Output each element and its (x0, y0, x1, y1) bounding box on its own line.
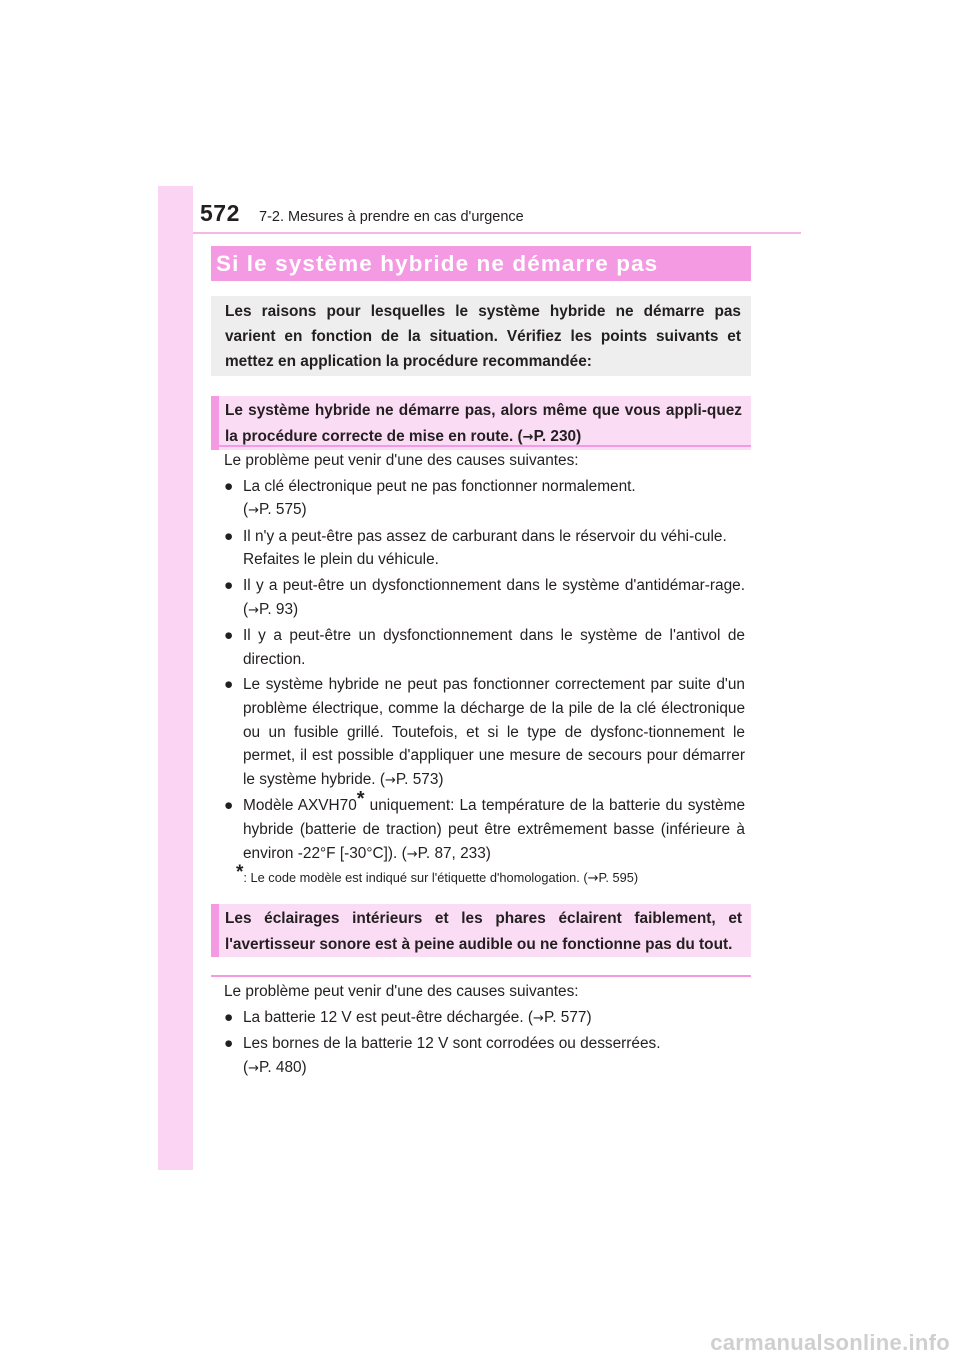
chapter-title: 7-2. Mesures à prendre en cas d'urgence (259, 209, 524, 225)
part1-lead: Le problème peut venir d'une des causes suivantes: (224, 452, 579, 469)
list-item-text: Il y a peut-être un dysfonctionnement dans le système d'antidémar-rage. (→P. 93) (243, 576, 745, 618)
subheading-1-ref: P. 230) (533, 427, 582, 445)
list-item (224, 624, 745, 671)
subheading-1 (211, 396, 751, 450)
part1-body (224, 449, 745, 866)
arrow-icon: → (248, 1060, 260, 1076)
list-item-extra: Refaites le plein du véhicule. (243, 551, 439, 569)
list-item-text: Les bornes de la batterie 12 V sont corrodées ou desserrées. (243, 1035, 661, 1053)
subheading-2-rule (211, 975, 751, 977)
list-item (224, 788, 746, 866)
footnote: *: Le code modèle est indiqué sur l'étiquette d'homologation. (→P. 595) (236, 862, 639, 886)
arrow-icon: → (533, 1010, 544, 1026)
bullet-icon: ● (224, 477, 234, 495)
list-item (224, 475, 745, 523)
list-item (224, 1032, 745, 1080)
bullet-icon: ● (224, 797, 234, 815)
subheading-2: Les éclairages intérieurs et les phares éclairent faiblement, et l'avertisseur sonore est à peine audible ou ne fonctionne pas du tout. (211, 904, 751, 957)
arrow-icon: → (406, 846, 418, 862)
page-number: 572 (200, 200, 240, 226)
bullet-icon: ● (224, 676, 234, 694)
watermark-link[interactable]: carmanualsonline.info (710, 1330, 950, 1355)
list-item-text: Modèle AXVH70* uniquement: La température de la batterie du système hybride (batterie de traction) peut être extrêmement basse (inférieure à environ -22°F [-30°C]). (→P. 87, 233) (243, 788, 746, 862)
page-reference: (→P. 480) (243, 1058, 307, 1076)
list-item (224, 574, 745, 622)
list-item-text: Il y a peut-être un dysfonctionnement dans le système de l'antivol de direction. (243, 627, 745, 668)
list-item-text: La batterie 12 V est peut-être déchargée. (→P. 577) (243, 1008, 592, 1026)
list-item (224, 525, 745, 572)
chapter-side-tab (158, 186, 193, 1170)
list-item-text: Le système hybride ne peut pas fonctionner correctement par suite d'un problème électrique, comme la décharge de la pile de la clé électronique ou un fusible grillé. Toutefois, et si le type de dysfonc-tionnement le permet, il est possible d'appliquer une mesure de secours pour démarrer le système hybride. (→P. 573) (243, 676, 745, 788)
subheading-1-rule (211, 445, 751, 447)
bullet-icon: ● (224, 527, 234, 545)
list-item (224, 1006, 745, 1031)
section-title: Si le système hybride ne démarre pas (211, 246, 751, 281)
arrow-icon: → (522, 429, 534, 445)
header-rule (193, 232, 801, 234)
bullet-icon: ● (224, 1035, 234, 1053)
footnote-marker: * (236, 862, 244, 883)
list-item-text: Il n'y a peut-être pas assez de carburant dans le réservoir du véhi-cule. (243, 527, 727, 545)
bullet-icon: ● (224, 627, 234, 645)
part2-body (224, 980, 745, 1080)
list-item-text: La clé électronique peut ne pas fonctionner normalement. (243, 477, 636, 495)
page-reference: (→P. 575) (243, 501, 307, 519)
bullet-icon: ● (224, 576, 234, 594)
subheading-1-text: Le système hybride ne démarre pas, alors même que vous appli-quez la procédure correcte de mise en route. ( (225, 402, 742, 445)
list-item (224, 673, 745, 792)
arrow-icon: → (248, 503, 260, 519)
part2-lead: Le problème peut venir d'une des causes suivantes: (224, 983, 579, 1000)
bullet-icon: ● (224, 1008, 234, 1026)
intro-box: Les raisons pour lesquelles le système hybride ne démarre pas varient en fonction de la situation. Vérifiez les points suivants et mettez en application la procédure recommandée: (211, 296, 751, 376)
arrow-icon: → (385, 772, 396, 788)
arrow-icon: → (587, 871, 599, 886)
arrow-icon: → (248, 602, 260, 618)
footnote-marker: * (356, 788, 365, 811)
